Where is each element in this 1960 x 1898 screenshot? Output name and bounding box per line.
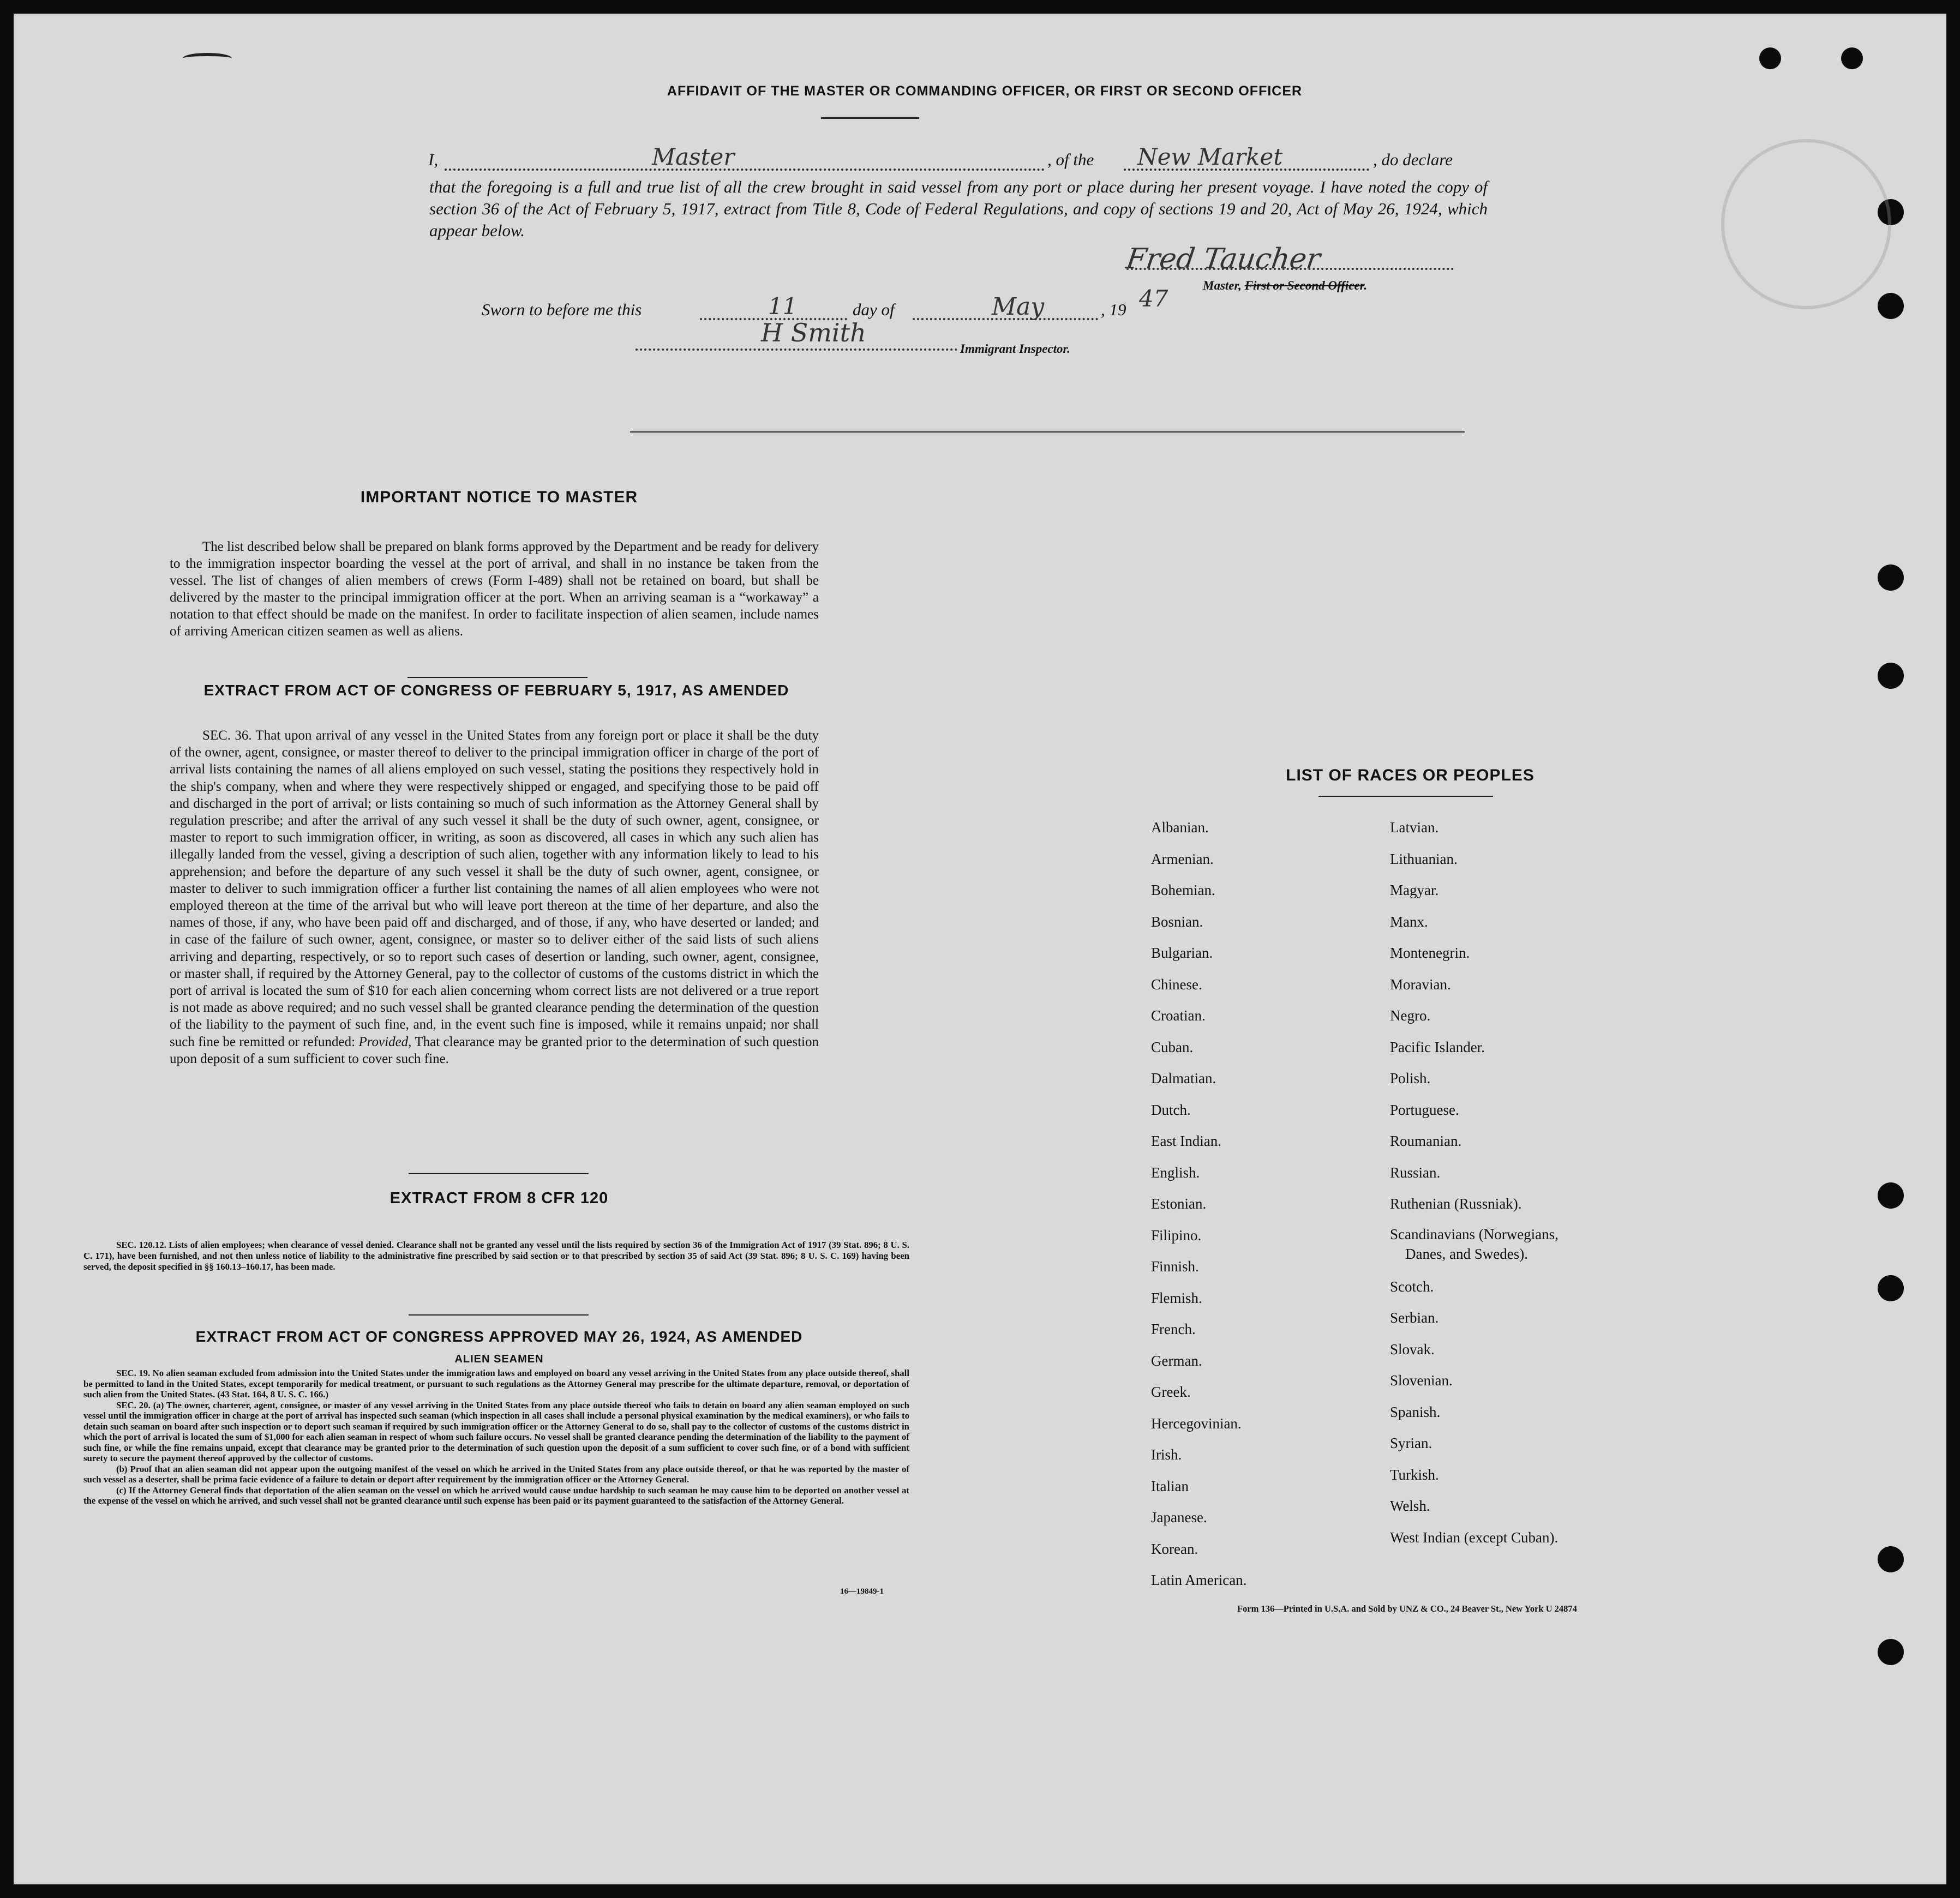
race-item: Syrian. xyxy=(1390,1435,1432,1451)
act1924-sec20c: (c) If the Attorney General finds that deportation of the alien seaman on the vessel on which he arrived would cause undue hardship to such seaman he may cause him to be deported on another vessel at the expense of the vessel on which he arrived, and such vessel shall not be granted clearance until such expense has been paid or its payment guaranteed to the satisfaction of the Attorney General. xyxy=(83,1485,909,1506)
punch-hole xyxy=(1759,47,1781,69)
punch-hole xyxy=(1878,1275,1904,1301)
affidavit-line1 xyxy=(417,143,1508,177)
race-item: Italian xyxy=(1151,1477,1189,1494)
races-divider xyxy=(1318,796,1493,797)
race-item: Chinese. xyxy=(1151,976,1202,993)
act1917-body-start: SEC. 36. That upon arrival of any vessel in the United States from any foreign port or place it shall be the duty of the owner, agent, consignee, or master thereof to deliver to the principal immigration officer in charge of the port of arrival lists containing the names of all aliens employed on such vessel, stating the positions they respectively hold in the ship's company, when and where they were respectively shipped or engaged, and specifying those to be paid off and discharged in the port of arrival; or lists containing so much of such information as the Attorney General shall by regulation prescribe; and after the arrival of any such vessel it shall be the duty of such owner, agent, consignee, or master to report to such immigration officer, in writing, as soon as discovered, all cases in which any such alien has illegally landed from the vessel, giving a description of such alien, together with any information likely to lead to his apprehension; and before the departure of any such vessel it shall be the duty of such owner, agent, consignee, or master to deliver to such immigration officer a further list containing the names of all alien employees who were not employed thereon at the time of the arrival but who will leave port thereon at the time of her departure, and also the names of those, if any, who have been paid off and discharged, and of those, if any, who have deserted or landed; and in case of the failure of such owner, agent, consignee, or master so to deliver either of the said lists of such aliens arriving and departing, respectively, or so to report such cases of desertion or landing, such owner, agent, consignee, or master shall, if required by the Attorney General, pay to the collector of customs of the customs district in which the port of arrival is located the sum of $10 for each alien concerning whom correct lists are not delivered or a true report is not made as above required; and no such vessel shall be granted clearance pending the determination of the question of the liability to the payment of such fine, and, in the event such fine is imposed, while it remains unpaid; nor shall such fine be remitted or refunded: xyxy=(170,728,819,1049)
race-item: Ruthenian (Russniak). xyxy=(1390,1196,1522,1212)
act1924-sec20a: SEC. 20. (a) The owner, charterer, agent, consignee, or master of any vessel arriving in the United States from any place outside thereof who fails to detain on board any alien seaman employed on such vessel until the immigration officer in charge at the port of arrival has inspected such seaman (which inspection in all cases shall include a personal physical examination by the medical examiners), or who fails to detain such seaman on board after such inspection or to deport such seaman if required by such immigration officer or the Attorney General to do so, shall pay to the collector of customs of the customs district in which the port of arrival is located the sum of $1,000 for each alien seaman in respect of whom such failure occurs. No vessel shall be granted clearance pending the determination of the liability to the payment of such fine, or while the fine remains unpaid, except that clearance may be granted prior to the determination of such question upon the deposit of a sum sufficient to cover such fine, or of a bond with sufficient surety to secure the payment thereof approved by the collector of customs. xyxy=(83,1400,909,1463)
caption-master: Master, xyxy=(1203,279,1242,292)
title-divider xyxy=(821,117,919,119)
race-item: Turkish. xyxy=(1390,1466,1439,1483)
race-item: Croatian. xyxy=(1151,1007,1206,1024)
race-item: Estonian. xyxy=(1151,1196,1207,1212)
act1917-body xyxy=(170,727,819,1067)
race-item: English. xyxy=(1151,1164,1200,1181)
race-item: Dalmatian. xyxy=(1151,1070,1216,1086)
inspector-caption: Immigrant Inspector. xyxy=(960,342,1070,356)
act1924-sec20b: (b) Proof that an alien seaman did not appear upon the outgoing manifest of the vessel on which he arrived in the United States from any place outside thereof, or that he was reported by the master of such vessel as a deserter, shall be prima facie evidence of a failure to detain or deport after requirement by the immigration officer or the Attorney General. xyxy=(83,1463,909,1485)
race-item: Slovenian. xyxy=(1390,1372,1453,1389)
race-item: Finnish. xyxy=(1151,1258,1199,1275)
act1917-title: EXTRACT FROM ACT OF CONGRESS OF FEBRUARY 5, 1917, AS AMENDED xyxy=(203,682,789,699)
race-item: Flemish. xyxy=(1151,1289,1202,1306)
race-item: Magyar. xyxy=(1390,882,1439,898)
race-item: French. xyxy=(1151,1321,1196,1337)
affidavit-divider xyxy=(630,431,1465,433)
races-right-column xyxy=(1390,812,1559,1553)
notice-body: The list described below shall be prepared on blank forms approved by the Department and be ready for delivery to the immigration inspector boarding the vessel at the port of arrival, and shall in no instance be taken from the vessel. The list of changes of alien members of crews (Form I-489) shall not be retained on board, but shall be delivered by the master to the principal immigration officer at the port. When an arriving seaman is a “workaway” a notation to that effect should be made on the manifest. In order to facilitate inspection of alien seamen, include names of arriving American citizen seamen as well as aliens. xyxy=(170,539,819,639)
race-item: Russian. xyxy=(1390,1164,1441,1181)
affidavit-title: AFFIDAVIT OF THE MASTER OR COMMANDING OFFICER, OR FIRST OR SECOND OFFICER xyxy=(667,83,1303,99)
race-item: Greek. xyxy=(1151,1384,1191,1400)
race-item: Albanian. xyxy=(1151,819,1209,836)
race-item: Irish. xyxy=(1151,1446,1182,1463)
inspector-signature: H Smith xyxy=(761,318,866,347)
day-label: day of xyxy=(853,300,895,319)
race-item: Polish. xyxy=(1390,1070,1431,1086)
race-item: Bulgarian. xyxy=(1151,945,1213,961)
line1-prefix: I, xyxy=(428,150,439,169)
race-item: West Indian (except Cuban). xyxy=(1390,1529,1559,1546)
cfr-divider xyxy=(409,1314,589,1316)
race-item: Bohemian. xyxy=(1151,882,1215,898)
race-item: Montenegrin. xyxy=(1390,945,1470,961)
act1924-subtitle: ALIEN SEAMEN xyxy=(454,1353,544,1365)
caption-struck-officer: First or Second Officer xyxy=(1244,279,1364,292)
race-item: Hercegovinian. xyxy=(1151,1415,1242,1432)
race-item: Danes, and Swedes). xyxy=(1405,1245,1528,1262)
race-item: Manx. xyxy=(1390,913,1428,930)
affidavit-body: that the foregoing is a full and true list of all the crew brought in said vessel from any port or place during her present voyage. I have noted the copy of section 36 of the Act of February 5, 1917, extract from Title 8, Code of Federal Regulations, and copy of sections 19 and 20, Act of May 26, 1924, which appear below. xyxy=(429,177,1488,240)
race-item: Lithuanian. xyxy=(1390,850,1458,867)
race-item: Cuban. xyxy=(1151,1038,1194,1055)
inspector-dotline xyxy=(636,349,957,351)
act1917-divider xyxy=(409,1173,589,1174)
punch-hole xyxy=(1878,1546,1904,1572)
punch-hole xyxy=(1878,293,1904,319)
master-signature: Fred Taucher xyxy=(1124,243,1323,275)
cfr-title: EXTRACT FROM 8 CFR 120 xyxy=(389,1190,609,1207)
race-item: Japanese. xyxy=(1151,1509,1207,1525)
race-item: Roumanian. xyxy=(1390,1133,1462,1149)
punch-hole xyxy=(1878,663,1904,689)
act1924-body xyxy=(83,1368,909,1506)
corner-pen-mark xyxy=(183,53,232,64)
punch-hole xyxy=(1841,47,1863,69)
races-title: LIST OF RACES OR PEOPLES xyxy=(1286,766,1535,784)
line1-suffix: , do declare xyxy=(1373,150,1453,169)
race-item: Welsh. xyxy=(1390,1498,1430,1514)
sworn-day-handwritten: 11 xyxy=(768,293,798,320)
caption-end: . xyxy=(1364,279,1368,292)
form-footer: Form 136—Printed in U.S.A. and Sold by UNZ & CO., 24 Beaver St., New York U 24874 xyxy=(1237,1603,1577,1614)
signature-caption xyxy=(1203,279,1367,293)
race-item: Bosnian. xyxy=(1151,913,1203,930)
notice-title: IMPORTANT NOTICE TO MASTER xyxy=(360,488,638,506)
sworn-month-handwritten: May xyxy=(992,293,1045,321)
act1924-title: EXTRACT FROM ACT OF CONGRESS APPROVED MAY 26, 1924, AS AMENDED xyxy=(195,1328,803,1345)
line1-mid: , of the xyxy=(1047,150,1094,169)
master-name-handwritten: Master xyxy=(652,143,735,170)
race-item: Latin American. xyxy=(1151,1572,1247,1588)
sworn-year-handwritten: 47 xyxy=(1139,285,1168,312)
vessel-name-handwritten: New Market xyxy=(1137,143,1283,170)
cfr-body: SEC. 120.12. Lists of alien employees; when clearance of vessel denied. Clearance shall not be granted any vessel until the lists required by section 36 of the Immigration Act of 1917 (39 Stat. 896; 8 U. S. C. 171), have been furnished, and not then unless notice of liability to the administrative fine prescribed by said section or to that prescribed by section 35 of said Act (39 Stat. 896; 8 U. S. C. 169) having been served, the deposit specified in §§ 160.13–160.17, has been made. xyxy=(83,1240,909,1272)
race-item: Scotch. xyxy=(1390,1278,1434,1295)
race-item: German. xyxy=(1151,1352,1202,1369)
punch-hole xyxy=(1878,1639,1904,1665)
race-item: Armenian. xyxy=(1151,850,1214,867)
signature-dotline xyxy=(1126,268,1454,270)
act1924-sec19: SEC. 19. No alien seaman excluded from admission into the United States under the immigration laws and employed on board any vessel arriving in the United States from any place outside thereof, shall be permitted to land in the United States, except temporarily for medical treatment, or pursuant to such regulations as the Attorney General may prescribe for the ultimate departure, removal, or deportation of such alien from the United States. (43 Stat. 164, 8 U. S. C. 166.) xyxy=(83,1368,909,1400)
race-item: Latvian. xyxy=(1390,819,1439,836)
race-item: Spanish. xyxy=(1390,1403,1441,1420)
printing-code: 16—19849-1 xyxy=(840,1587,884,1596)
race-item: Moravian. xyxy=(1390,976,1451,993)
race-item: Slovak. xyxy=(1390,1341,1435,1358)
race-item: Serbian. xyxy=(1390,1310,1439,1326)
name-dotline xyxy=(445,169,1045,171)
race-item: Filipino. xyxy=(1151,1227,1202,1244)
act1917-provided: Provided, xyxy=(358,1034,412,1049)
punch-hole xyxy=(1878,1182,1904,1209)
document-page xyxy=(14,14,1946,1884)
seal-stamp xyxy=(1721,139,1891,309)
race-item: East Indian. xyxy=(1151,1133,1221,1149)
year-prefix: , 19 xyxy=(1101,300,1126,319)
race-item: Scandinavians (Norwegians, xyxy=(1390,1226,1559,1242)
punch-hole xyxy=(1878,564,1904,591)
race-item: Negro. xyxy=(1390,1007,1431,1024)
notice-divider xyxy=(407,677,588,678)
race-item: Pacific Islander. xyxy=(1390,1038,1485,1055)
race-item: Korean. xyxy=(1151,1540,1198,1557)
sworn-prefix: Sworn to before me this xyxy=(482,300,642,319)
races-left-column xyxy=(1151,812,1246,1596)
race-item: Dutch. xyxy=(1151,1101,1191,1118)
act1917-body-end: That clearance may be granted prior to the determination of such question upon deposit of a sum sufficient to cover such fine. xyxy=(170,1034,819,1066)
race-item: Portuguese. xyxy=(1390,1101,1459,1118)
